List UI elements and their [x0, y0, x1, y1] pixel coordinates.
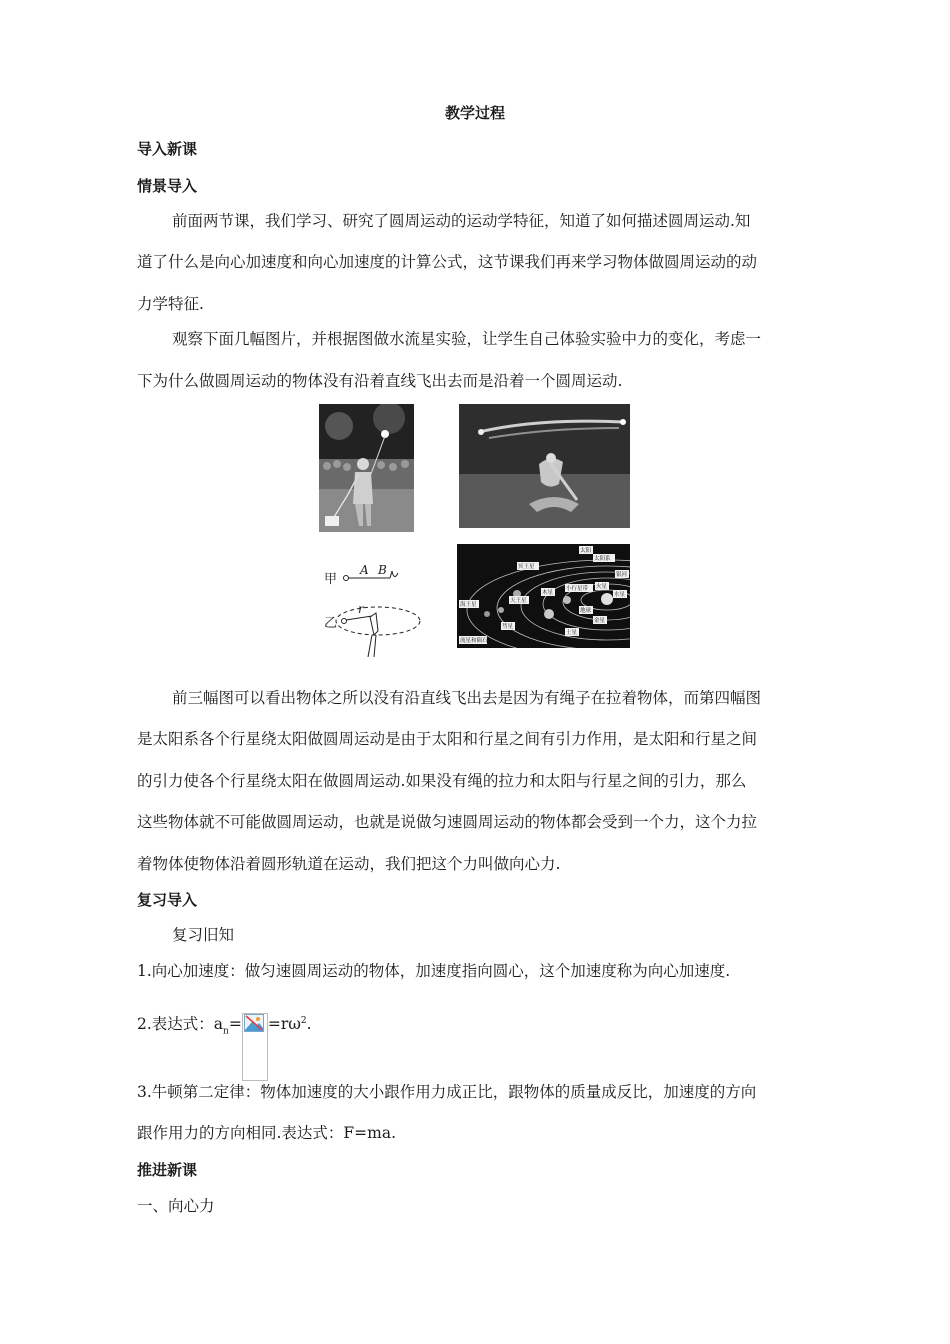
- solar-label-13: 银河: [616, 572, 628, 578]
- section-heading-intro: 导入新课: [137, 140, 198, 158]
- paragraph-1-line-2: 道了什么是向心加速度和向心加速度的计算公式，这节课我们再来学习物体做圆周运动的动: [137, 253, 758, 271]
- diagram-solar-system: [457, 544, 630, 648]
- label-yi: 乙: [324, 616, 338, 631]
- expr-sub: n: [223, 1026, 229, 1037]
- solar-label-11: 海王星: [460, 602, 477, 608]
- label-r: r: [358, 602, 364, 616]
- solar-label-2: 冥王星: [518, 564, 535, 570]
- solar-label-9: 土星: [566, 630, 578, 636]
- subheading-review-intro: 复习导入: [137, 891, 198, 909]
- paragraph-2-line-1: 观察下面几幅图片，并根据图做水流星实验，让学生自己体验实验中力的变化，考虑一: [172, 330, 762, 348]
- paragraph-3-line-4: 这些物体就不可能做圆周运动，也就是说做匀速圆周运动的物体都会受到一个力，这个力拉: [137, 813, 758, 831]
- solar-label-1: 太阳系: [594, 556, 611, 562]
- page-title: 教学过程: [444, 104, 505, 122]
- solar-label-0: 太阳: [580, 548, 592, 554]
- expr-eq: =: [228, 1015, 242, 1034]
- paragraph-3-line-3: 的引力使各个行星绕太阳在做圆周运动.如果没有绳的拉力和太阳与行星之间的引力，那么: [137, 772, 747, 790]
- label-A: A: [360, 563, 369, 577]
- solar-label-12: 彗星: [502, 624, 514, 630]
- expr-end: .: [306, 1015, 312, 1034]
- diagram-rope-circular-motion: [322, 561, 440, 661]
- paragraph-1-line-3: 力学特征.: [137, 295, 204, 313]
- item-expression: [137, 1011, 312, 1081]
- paragraph-1-line-1: 前面两节课，我们学习、研究了圆周运动的运动学特征，知道了如何描述圆周运动.知: [172, 212, 751, 230]
- solar-label-6: 火星: [596, 584, 608, 590]
- subheading-scene-intro: 情景导入: [137, 177, 198, 195]
- expr-prefix: 2.表达式：a: [137, 1015, 224, 1034]
- solar-label-4: 小行星带: [566, 586, 589, 592]
- paragraph-3-line-5: 着物体使物体沿着圆形轨道在运动，我们把这个力叫做向心力.: [137, 855, 561, 873]
- solar-label-14: 流星和陨石: [460, 638, 488, 644]
- broken-formula-image-icon: [242, 1013, 268, 1081]
- expr-sup: 2: [300, 1016, 307, 1026]
- section-heading-new-lesson: 推进新课: [137, 1161, 198, 1179]
- solar-label-5: 地球: [580, 608, 592, 614]
- paragraph-3-line-2: 是太阳系各个行星绕太阳做圆周运动是由于太阳和行星之间有引力作用，是太阳和行星之间: [137, 730, 758, 748]
- label-B: B: [378, 563, 387, 577]
- photo-acrobat-performance: [459, 404, 630, 528]
- paragraph-2-line-2: 下为什么做圆周运动的物体没有沿着直线飞出去而是沿着一个圆周运动.: [137, 372, 623, 390]
- solar-label-7: 水星: [614, 592, 626, 598]
- expr-suffix: =rω: [267, 1015, 301, 1034]
- item-newton-law-line-1: 3.牛顿第二定律：物体加速度的大小跟作用力成正比，跟物体的质量成反比，加速度的方向: [137, 1083, 757, 1101]
- solar-label-8: 金星: [594, 618, 606, 624]
- subsection-centripetal-force: 一、向心力: [137, 1197, 215, 1215]
- label-jia: 甲: [324, 572, 338, 587]
- paragraph-3-line-1: 前三幅图可以看出物体之所以没有沿直线飞出去是因为有绳子在拉着物体，而第四幅图: [172, 689, 762, 707]
- item-newton-law-line-2: 跟作用力的方向相同.表达式：F=ma.: [137, 1124, 397, 1142]
- solar-label-10: 天王星: [510, 598, 527, 604]
- photo-water-meteor-performer: [319, 404, 414, 532]
- review-old-knowledge: 复习旧知: [172, 926, 235, 944]
- solar-label-3: 木星: [542, 590, 554, 596]
- item-centripetal-acceleration: 1.向心加速度：做匀速圆周运动的物体，加速度指向圆心，这个加速度称为向心加速度.: [137, 962, 731, 980]
